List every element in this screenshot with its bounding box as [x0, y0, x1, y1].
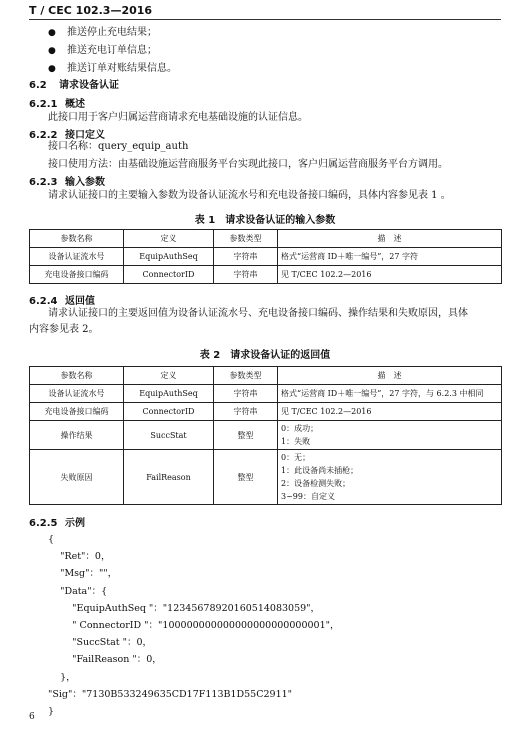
param-description-cell: 见 T/CEC 102.2—2016: [278, 403, 502, 421]
param-definition-cell: ConnectorID: [124, 266, 214, 284]
section-heading-6-2-3: [29, 173, 105, 188]
json-example-code: { "Ret"：0， "Msg"：""， "Data"：{ "EquipAuthSeq "："12345678920160514083059"， " ConnectorID "："100000000000000000000000001"， "SuccStat "：0， "FailReason "：0， }， "Sig"："7130B533249635CD17F113B1D55C2911" }: [48, 534, 340, 718]
param-description-cell: 格式“运营商 ID＋唯一编号”，27 字符，与 6.2.3 中相同: [278, 385, 502, 403]
param-definition-cell: SuccStat: [124, 421, 214, 450]
section-number: 6.2.5: [29, 518, 58, 529]
param-name-cell: 设备认证流水号: [30, 385, 124, 403]
param-definition-cell: FailReason: [124, 450, 214, 505]
section-title: 示例: [65, 518, 85, 529]
table-1-input-parameters: [29, 229, 502, 284]
param-name-cell: 充电设备接口编码: [30, 403, 124, 421]
param-description-cell: 格式“运营商 ID＋唯一编号”，27 字符: [278, 248, 502, 266]
param-definition-cell: ConnectorID: [124, 403, 214, 421]
section-title: 请求设备认证: [59, 80, 119, 91]
description-line: 0：无；: [281, 453, 311, 462]
description-line: 1：此设备尚未插枪；: [281, 466, 359, 475]
table-row: [30, 248, 502, 266]
column-header: 参数名称: [30, 367, 124, 385]
table-row: [30, 421, 502, 450]
column-header: 参数类型: [214, 367, 278, 385]
param-description-cell: 见 T/CEC 102.2—2016: [278, 266, 502, 284]
param-definition-cell: EquipAuthSeq: [124, 248, 214, 266]
section-title: 返回值: [65, 296, 95, 307]
param-name-cell: 失败原因: [30, 450, 124, 505]
section-number: 6.2.3: [29, 177, 58, 188]
column-header: 描 述: [278, 230, 502, 248]
interface-name-line: 接口名称：query_equip_auth: [48, 141, 189, 152]
param-definition-cell: EquipAuthSeq: [124, 385, 214, 403]
description-line: 1：失败: [281, 437, 311, 446]
bullet-list: [48, 24, 177, 78]
param-name-cell: 充电设备接口编码: [30, 266, 124, 284]
table-row: [30, 385, 502, 403]
param-type-cell: 整型: [214, 450, 278, 505]
param-description-cell: [278, 450, 502, 505]
param-type-cell: 字符串: [214, 403, 278, 421]
table-2-caption: 表 2 请求设备认证的返回值: [199, 350, 331, 361]
column-header: 描 述: [278, 367, 502, 385]
param-name-cell: 设备认证流水号: [30, 248, 124, 266]
param-type-cell: 字符串: [214, 248, 278, 266]
param-type-cell: 整型: [214, 421, 278, 450]
return-values-paragraph-line-1: 请求认证接口的主要返回值为设备认证流水号、充电设备接口编码、操作结果和失败原因，具体: [48, 308, 468, 319]
column-header: 定义: [124, 367, 214, 385]
table-row: [30, 266, 502, 284]
description-line: 3~99：自定义: [281, 492, 335, 501]
page-number: 6: [29, 712, 35, 722]
document-id-header: T / CEC 102.3—2016: [29, 4, 153, 17]
bullet-item: ● 推送订单对账结果信息。: [48, 60, 177, 78]
param-name-cell: 操作结果: [30, 421, 124, 450]
table-1-caption: 表 1 请求设备认证的输入参数: [194, 215, 336, 226]
table-2-return-values: [29, 366, 502, 505]
return-values-paragraph-line-2: 内容参见表 2。: [29, 324, 99, 335]
section-title: 概述: [65, 99, 85, 110]
section-number: 6.2: [29, 80, 47, 91]
section-number: 6.2.4: [29, 296, 58, 307]
input-params-paragraph: 请求认证接口的主要输入参数为设备认证流水号和充电设备接口编码，具体内容参见表 1 。: [48, 190, 451, 201]
section-heading-6-2-5: [29, 514, 85, 529]
column-header: 参数名称: [30, 230, 124, 248]
column-header: 定义: [124, 230, 214, 248]
interface-usage-line: 接口使用方法：由基础设施运营商服务平台实现此接口，客户归属运营商服务平台方调用。: [48, 159, 448, 170]
table-row: [30, 450, 502, 505]
param-description-cell: [278, 421, 502, 450]
section-number: 6.2.1: [29, 99, 58, 110]
section-title: 接口定义: [65, 130, 105, 141]
description-line: 2：设备检测失败；: [281, 479, 351, 488]
param-type-cell: 字符串: [214, 385, 278, 403]
section-number: 6.2.2: [29, 130, 58, 141]
bullet-item: ● 推送充电订单信息；: [48, 42, 177, 60]
table-header-row: [30, 367, 502, 385]
column-header: 参数类型: [214, 230, 278, 248]
header-rule: [29, 19, 501, 20]
section-title: 输入参数: [65, 177, 105, 188]
bullet-item: ● 推送停止充电结果；: [48, 24, 177, 42]
description-line: 0：成功；: [281, 424, 319, 433]
table-row: [30, 403, 502, 421]
section-heading-6-2-1: [29, 95, 85, 110]
overview-paragraph: 此接口用于客户归属运营商请求充电基础设施的认证信息。: [48, 112, 308, 123]
section-heading-6-2: [29, 76, 119, 91]
table-header-row: [30, 230, 502, 248]
param-type-cell: 字符串: [214, 266, 278, 284]
